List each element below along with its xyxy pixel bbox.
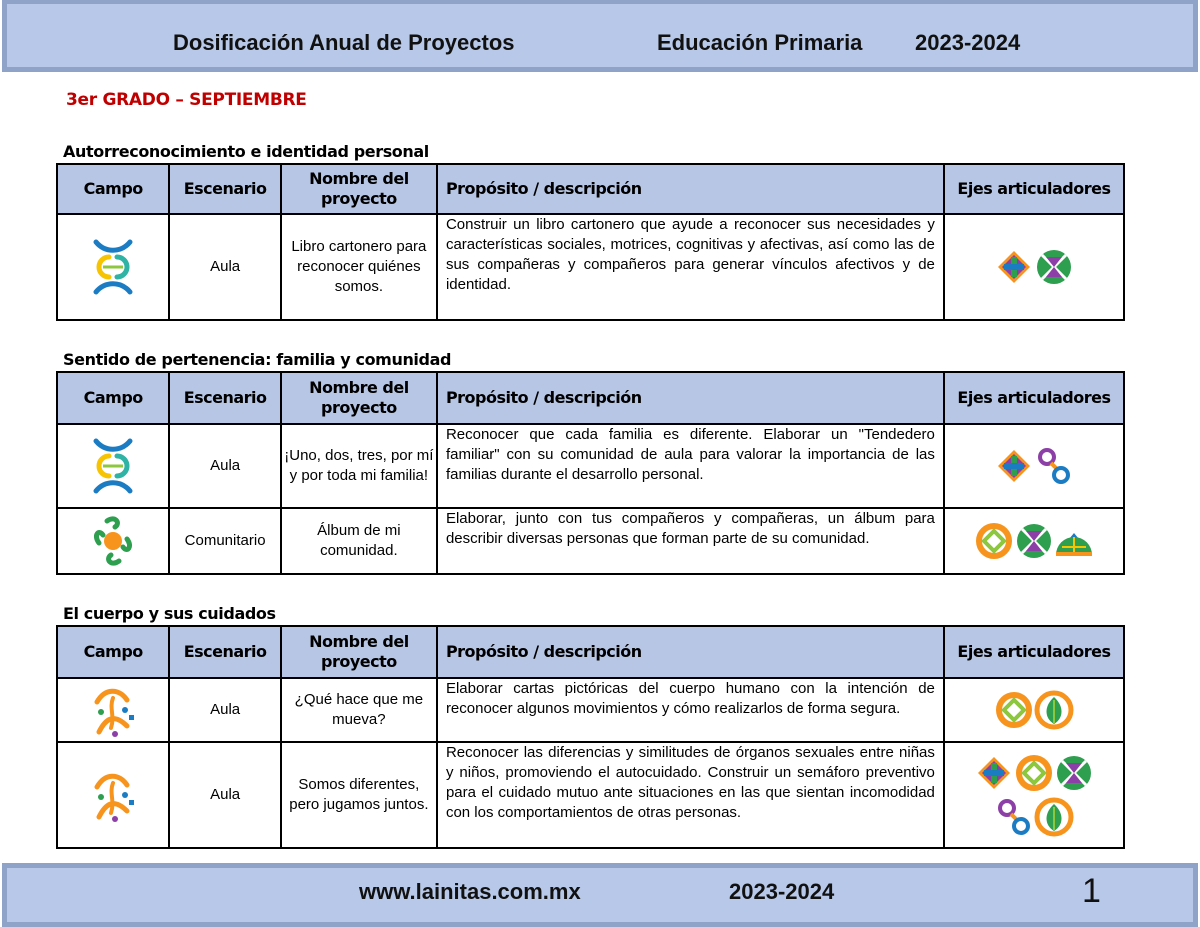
header-proposito: Propósito / descripción	[437, 164, 944, 214]
ejes-cell	[944, 424, 1124, 508]
projects-table-identidad	[56, 163, 1125, 321]
projects-table-pertenencia	[56, 371, 1125, 575]
artes-eje-icon	[1054, 521, 1094, 561]
header-nombre: Nombre del proyecto	[281, 164, 437, 214]
etica-naturaleza-campo-icon	[89, 513, 137, 569]
ejes-cell	[944, 678, 1124, 742]
header-campo: Campo	[57, 164, 169, 214]
header-title: Dosificación Anual de Proyectos	[173, 30, 515, 55]
header-proposito: Propósito / descripción	[437, 372, 944, 424]
igualdad-genero-eje-icon	[994, 797, 1034, 837]
header-year: 2023-2024	[915, 30, 1021, 55]
header-nombre: Nombre del proyecto	[281, 372, 437, 424]
proposito-cell: Reconocer las diferencias y similitudes de órganos sexuales entre niñas y niños, promoviendo el autocuidado. Construir un semáforo preventivo para el cuidado mutuo ante situaciones en las que sientan incomodidad con los comportamientos de otras personas.	[437, 742, 944, 848]
header-nombre: Nombre del proyecto	[281, 626, 437, 678]
campo-cell	[57, 214, 169, 320]
lenguajes-campo-icon	[89, 438, 137, 494]
campo-cell	[57, 742, 169, 848]
pensamiento-critico-eje-icon	[994, 690, 1034, 730]
lenguajes-campo-icon	[89, 239, 137, 295]
proposito-cell: Construir un libro cartonero que ayude a reconocer sus necesidades y características sociales, motrices, cognitivas y afectivas, así como las de sus compañeras y compañeros para generar vínculos afectivos y de identidad.	[437, 214, 944, 320]
header-escenario: Escenario	[169, 164, 280, 214]
vida-saludable-eje-icon	[1034, 690, 1074, 730]
header-escenario: Escenario	[169, 626, 280, 678]
nombre-cell: ¡Uno, dos, tres, por mí y por toda mi familia!	[281, 424, 437, 508]
proposito-cell: Reconocer que cada familia es diferente. Elaborar un "Tendedero familiar" con su comunidad de aula para valorar la importancia de las familias durante el desarrollo personal.	[437, 424, 944, 508]
campo-cell	[57, 424, 169, 508]
header-escenario: Escenario	[169, 372, 280, 424]
page-number: 1	[1082, 872, 1101, 910]
header-campo: Campo	[57, 372, 169, 424]
header-ejes: Ejes articuladores	[944, 626, 1124, 678]
pensamiento-critico-eje-icon	[1014, 753, 1054, 793]
humano-comunitario-campo-icon	[89, 682, 137, 738]
footer-website[interactable]: www.lainitas.com.mx	[359, 879, 581, 904]
table-header-row	[57, 372, 1124, 424]
ejes-cell	[944, 742, 1124, 848]
nombre-cell: Álbum de mi comunidad.	[281, 508, 437, 574]
section-title-identidad: Autorreconocimiento e identidad personal	[63, 142, 429, 161]
table-row	[57, 742, 1124, 848]
ejes-cell	[944, 214, 1124, 320]
section-title-cuerpo: El cuerpo y sus cuidados	[63, 604, 276, 623]
escenario-cell: Aula	[169, 424, 280, 508]
grade-label: 3er GRADO – SEPTIEMBRE	[66, 90, 307, 110]
header-level: Educación Primaria	[657, 30, 863, 55]
inclusion-eje-icon	[994, 446, 1034, 486]
header-campo: Campo	[57, 626, 169, 678]
table-row	[57, 678, 1124, 742]
inclusion-eje-icon	[994, 247, 1034, 287]
header-ejes: Ejes articuladores	[944, 164, 1124, 214]
proposito-cell: Elaborar cartas pictóricas del cuerpo humano con la intención de reconocer algunos movimientos y cómo realizarlos de forma segura.	[437, 678, 944, 742]
footer-year: 2023-2024	[729, 879, 835, 904]
interculturalidad-eje-icon	[1054, 753, 1094, 793]
table-row	[57, 424, 1124, 508]
page-footer	[2, 863, 1198, 927]
escenario-cell: Aula	[169, 742, 280, 848]
table-header-row	[57, 164, 1124, 214]
projects-table-cuerpo	[56, 625, 1125, 849]
table-header-row	[57, 626, 1124, 678]
vida-saludable-eje-icon	[1034, 797, 1074, 837]
nombre-cell: Somos diferentes, pero jugamos juntos.	[281, 742, 437, 848]
pensamiento-critico-eje-icon	[974, 521, 1014, 561]
interculturalidad-eje-icon	[1034, 247, 1074, 287]
page-header	[2, 0, 1198, 72]
interculturalidad-eje-icon	[1014, 521, 1054, 561]
escenario-cell: Aula	[169, 678, 280, 742]
inclusion-eje-icon	[974, 753, 1014, 793]
nombre-cell: Libro cartonero para reconocer quiénes somos.	[281, 214, 437, 320]
section-title-pertenencia: Sentido de pertenencia: familia y comunidad	[63, 350, 452, 369]
ejes-cell	[944, 508, 1124, 574]
table-row	[57, 214, 1124, 320]
campo-cell	[57, 678, 169, 742]
header-proposito: Propósito / descripción	[437, 626, 944, 678]
igualdad-genero-eje-icon	[1034, 446, 1074, 486]
proposito-cell: Elaborar, junto con tus compañeros y compañeras, un álbum para describir diversas personas que forman parte de su comunidad.	[437, 508, 944, 574]
escenario-cell: Aula	[169, 214, 280, 320]
nombre-cell: ¿Qué hace que me mueva?	[281, 678, 437, 742]
campo-cell	[57, 508, 169, 574]
header-ejes: Ejes articuladores	[944, 372, 1124, 424]
humano-comunitario-campo-icon	[89, 767, 137, 823]
escenario-cell: Comunitario	[169, 508, 280, 574]
table-row	[57, 508, 1124, 574]
